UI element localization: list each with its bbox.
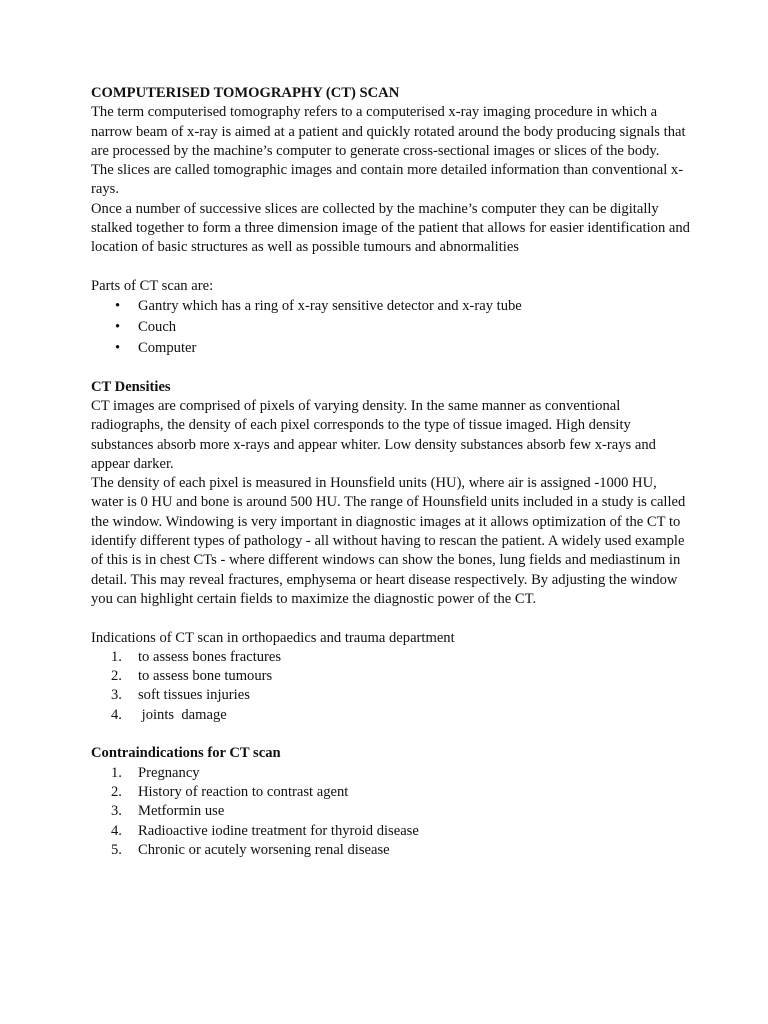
list-item	[91, 338, 691, 359]
list-item	[91, 296, 691, 317]
list-item-text: joints damage	[138, 706, 227, 723]
densities-paragraph: The density of each pixel is measured in Hounsfield units (HU), where air is assigned -1000 HU, water is 0 HU and bone is around 500 HU. The range of Hounsfield units included in a study is called the window. Windowing is very important in diagnostic images at it allows optimization of the CT to identify different types of pathology - all without having to rescan the patient. A widely used example of this is in chest CTs - where different windows can show the bones, lung fields and mediastinum in detail. This may reveal fractures, emphysema or heart disease respectively. By adjusting the window you can highlight certain fields to maximize the diagnostic power of the CT.	[91, 475, 686, 607]
densities-paragraph: CT images are comprised of pixels of varying density. In the same manner as conventional radiographs, the density of each pixel corresponds to the type of tissue imaged. High density substances absorb more x-rays and appear whiter. Low density substances absorb few x-rays and appear darker.	[91, 397, 656, 472]
list-number: 5.	[111, 841, 122, 858]
list-item-text: Gantry which has a ring of x-ray sensitive detector and x-ray tube	[138, 298, 522, 315]
intro-paragraph: The slices are called tomographic images and contain more detailed information than conventional x-rays.	[91, 162, 684, 198]
parts-heading: Parts of CT scan are:	[91, 277, 214, 294]
bullet-icon: •	[115, 339, 121, 356]
list-item	[91, 822, 691, 841]
list-item	[91, 841, 691, 860]
spacer	[91, 258, 691, 277]
document-title: COMPUTERISED TOMOGRAPHY (CT) SCAN	[91, 85, 400, 101]
list-item	[91, 764, 691, 783]
list-number: 3.	[111, 687, 122, 704]
contraindications-heading: Contraindications for CT scan	[91, 745, 281, 762]
indications-heading: Indications of CT scan in orthopaedics and trauma department	[91, 629, 455, 646]
list-number: 3.	[111, 803, 122, 820]
list-item-text: History of reaction to contrast agent	[138, 783, 349, 800]
parts-list	[91, 296, 691, 358]
list-number: 2.	[111, 668, 122, 685]
list-number: 2.	[111, 783, 122, 800]
list-number: 4.	[111, 822, 122, 839]
document-page	[91, 84, 691, 860]
spacer	[91, 358, 691, 377]
bullet-icon: •	[115, 298, 121, 315]
list-item-text: soft tissues injuries	[138, 687, 250, 704]
list-number: 1.	[111, 764, 122, 781]
spacer	[91, 609, 691, 628]
contraindications-list	[91, 764, 691, 860]
list-number: 1.	[111, 648, 122, 665]
list-item-text: to assess bone tumours	[138, 668, 273, 685]
list-number: 4.	[111, 706, 122, 723]
bullet-icon: •	[115, 318, 121, 335]
list-item-text: Computer	[138, 339, 197, 356]
list-item	[91, 802, 691, 821]
list-item	[91, 667, 691, 686]
spacer	[91, 725, 691, 744]
list-item	[91, 648, 691, 667]
densities-heading: CT Densities	[91, 378, 171, 395]
list-item	[91, 686, 691, 705]
list-item-text: Pregnancy	[138, 764, 200, 781]
list-item-text: Chronic or acutely worsening renal disease	[138, 841, 390, 858]
list-item-text: to assess bones fractures	[138, 648, 282, 665]
list-item-text: Couch	[138, 318, 177, 335]
list-item	[91, 706, 691, 725]
indications-list	[91, 648, 691, 725]
intro-paragraph: Once a number of successive slices are collected by the machine’s computer they can be digitally stalked together to form a three dimension image of the patient that allows for easier identification and location of basic structures as well as possible tumours and abnormalities	[91, 200, 690, 256]
list-item-text: Metformin use	[138, 803, 225, 820]
list-item	[91, 317, 691, 338]
list-item-text: Radioactive iodine treatment for thyroid disease	[138, 822, 419, 839]
intro-paragraph: The term computerised tomography refers to a computerised x-ray imaging procedure in which a narrow beam of x-ray is aimed at a patient and quickly rotated around the body producing signals that are processed by the machine’s computer to generate cross-sectional images or slices of the body.	[91, 104, 686, 159]
list-item	[91, 783, 691, 802]
